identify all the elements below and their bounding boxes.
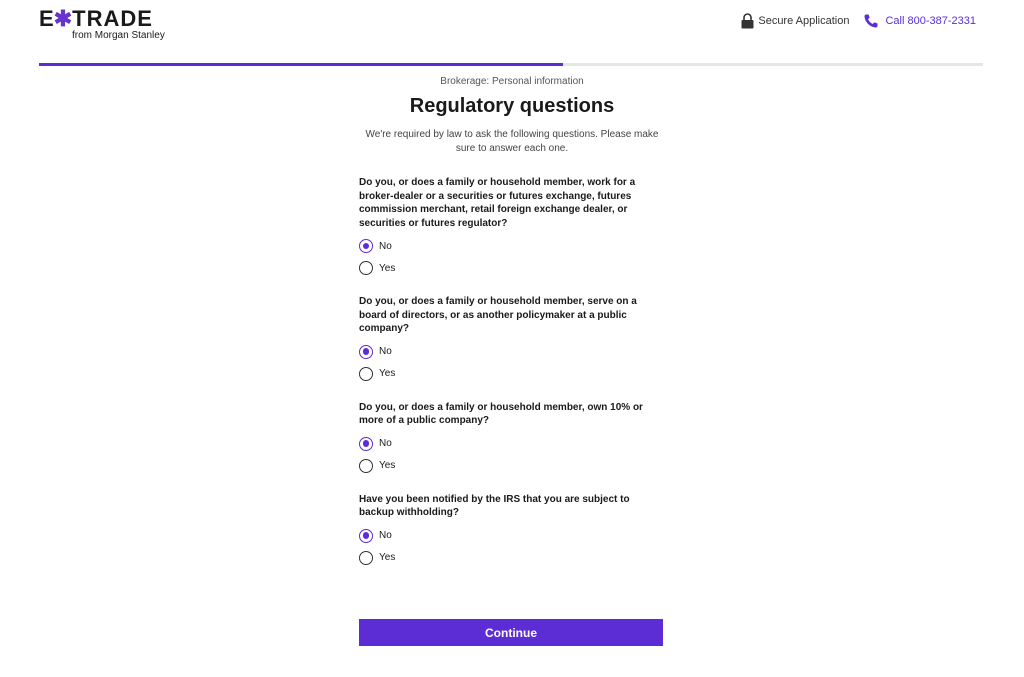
radio-button[interactable] xyxy=(359,367,373,381)
radio-option-label: Yes xyxy=(379,368,396,379)
intro-text: We're required by law to ask the following questions. Please make sure to answer each one. xyxy=(365,129,659,154)
secure-application-label: Secure Application xyxy=(758,15,850,27)
question-text: Do you, or does a family or household member, serve on a board of directors, or as another policymaker at a public company? xyxy=(359,296,637,334)
continue-button[interactable]: Continue xyxy=(359,619,663,646)
radio-button[interactable] xyxy=(359,459,373,473)
question-group xyxy=(359,176,663,279)
radio-button[interactable] xyxy=(359,345,373,359)
radio-option-label: Yes xyxy=(379,552,396,563)
radio-option-no[interactable] xyxy=(359,235,663,257)
lock-icon xyxy=(741,13,754,29)
radio-option-label: Yes xyxy=(379,262,396,274)
progress-bar xyxy=(39,63,983,66)
regulatory-questions-form xyxy=(359,176,663,585)
phone-icon xyxy=(863,13,879,29)
radio-button[interactable] xyxy=(359,261,373,275)
header xyxy=(0,0,1024,60)
question-text: Do you, or does a family or household member, own 10% or more of a public company? xyxy=(359,401,643,426)
radio-button[interactable] xyxy=(359,239,373,253)
radio-option-no[interactable] xyxy=(359,341,663,363)
radio-option-yes[interactable] xyxy=(359,547,663,569)
radio-option-yes[interactable] xyxy=(359,363,663,385)
radio-option-no[interactable] xyxy=(359,433,663,455)
question-text: Have you been notified by the IRS that you are subject to backup withholding? xyxy=(359,493,630,518)
logo-letter-e: E xyxy=(39,6,55,31)
logo-subtitle: from Morgan Stanley xyxy=(72,30,165,41)
page-title: Regulatory questions xyxy=(409,95,615,117)
radio-option-label: Yes xyxy=(379,460,396,471)
radio-option-label: No xyxy=(379,530,392,541)
radio-button[interactable] xyxy=(359,551,373,565)
main-content xyxy=(0,76,1024,563)
radio-button[interactable] xyxy=(359,437,373,451)
secure-application-indicator xyxy=(741,13,849,29)
progress-bar-fill xyxy=(39,63,563,66)
radio-option-label: No xyxy=(379,438,392,449)
radio-button[interactable] xyxy=(359,529,373,543)
call-phone-link[interactable] xyxy=(863,13,976,29)
question-group xyxy=(359,401,663,477)
radio-option-label: No xyxy=(379,346,392,357)
etrade-logo[interactable] xyxy=(39,8,179,42)
radio-option-yes[interactable] xyxy=(359,257,663,279)
radio-option-yes[interactable] xyxy=(359,455,663,477)
step-label: Brokerage: Personal information xyxy=(440,76,584,87)
logo-letters-trade: TRADE xyxy=(72,6,153,31)
header-actions xyxy=(741,13,976,29)
question-group xyxy=(359,295,663,385)
call-phone-label: Call 800-387-2331 xyxy=(885,15,976,27)
question-group xyxy=(359,493,663,569)
question-text: Do you, or does a family or household member, work for a broker-dealer or a securities or futures exchange, futures commission merchant, retail foreign exchange dealer, or securities or futures regulator? xyxy=(359,177,636,229)
logo-star-icon: ✱ xyxy=(53,6,74,31)
logo-wordmark xyxy=(39,8,179,30)
radio-option-label: No xyxy=(379,240,392,252)
radio-option-no[interactable] xyxy=(359,525,663,547)
